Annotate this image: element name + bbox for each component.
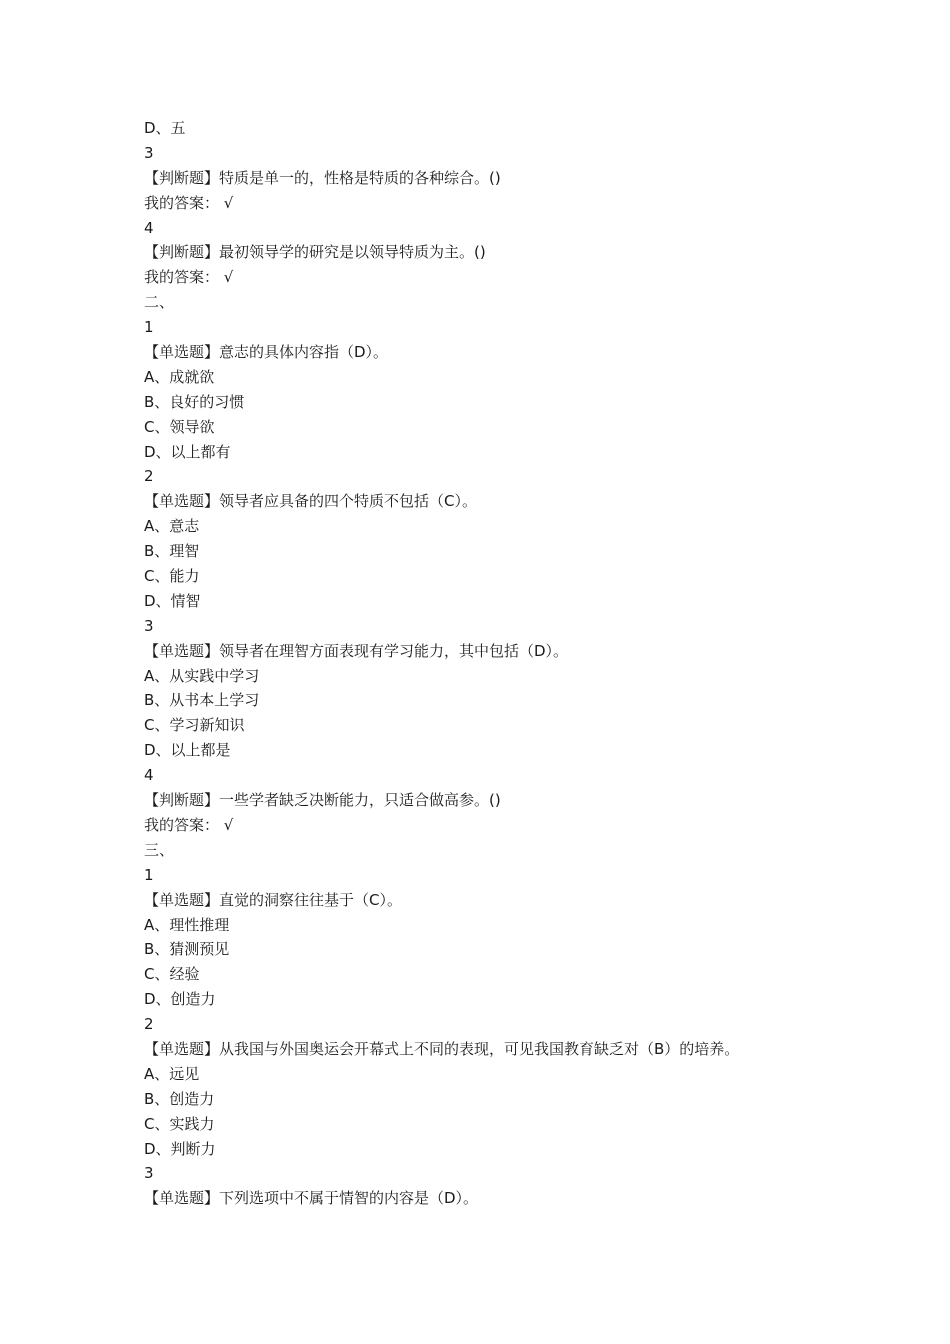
option-line: C、实践力	[144, 1114, 215, 1133]
my-answer: 我的答案： √	[144, 815, 234, 834]
option-line: B、从书本上学习	[144, 691, 260, 710]
my-answer: 我的答案： √	[144, 193, 234, 212]
option-line: D、判断力	[144, 1139, 216, 1158]
question-text: 【判断题】一些学者缺乏决断能力，只适合做高参。()	[144, 791, 501, 810]
option-line: B、猜测预见	[144, 940, 230, 959]
question-number: 1	[144, 318, 154, 337]
option-line: A、意志	[144, 517, 200, 536]
my-answer: 我的答案： √	[144, 268, 234, 287]
question-number: 2	[144, 1015, 154, 1034]
option-line: B、良好的习惯	[144, 392, 245, 411]
option-line: D、以上都是	[144, 741, 231, 760]
option-line: D、五	[144, 119, 186, 137]
option-line: A、理性推理	[144, 915, 230, 934]
section-heading: 三、	[144, 840, 175, 859]
option-line: B、理智	[144, 542, 200, 561]
option-line: D、以上都有	[144, 442, 231, 461]
question-text: 【单选题】从我国与外国奥运会开幕式上不同的表现，可见我国教育缺乏对（B）的培养。	[144, 1039, 740, 1058]
section-heading: 二、	[144, 293, 175, 312]
question-text: 【单选题】领导者应具备的四个特质不包括（C）。	[144, 492, 477, 511]
option-line: A、远见	[144, 1064, 200, 1083]
question-text: 【单选题】意志的具体内容指（D）。	[144, 343, 389, 362]
option-line: A、从实践中学习	[144, 666, 260, 685]
option-line: C、经验	[144, 965, 200, 984]
question-number: 3	[144, 616, 154, 635]
option-line: B、创造力	[144, 1089, 215, 1108]
question-number: 4	[144, 218, 154, 237]
question-text: 【单选题】直觉的洞察往往基于（C）。	[144, 890, 402, 909]
question-number: 1	[144, 865, 154, 884]
question-text: 【判断题】最初领导学的研究是以领导特质为主。()	[144, 243, 486, 262]
option-line: C、能力	[144, 567, 200, 586]
question-text: 【单选题】下列选项中不属于情智的内容是（D）。	[144, 1189, 479, 1208]
document-body	[144, 116, 844, 1211]
option-line: C、学习新知识	[144, 716, 245, 735]
option-line: C、领导欲	[144, 417, 215, 436]
option-line: A、成就欲	[144, 367, 215, 386]
question-text: 【判断题】特质是单一的，性格是特质的各种综合。()	[144, 168, 501, 187]
option-line: D、情智	[144, 591, 201, 610]
option-line: D、创造力	[144, 990, 216, 1009]
question-number: 2	[144, 467, 154, 486]
question-text: 【单选题】领导者在理智方面表现有学习能力，其中包括（D）。	[144, 641, 569, 660]
question-number: 3	[144, 143, 154, 162]
question-number: 3	[144, 1164, 154, 1183]
question-number: 4	[144, 766, 154, 785]
